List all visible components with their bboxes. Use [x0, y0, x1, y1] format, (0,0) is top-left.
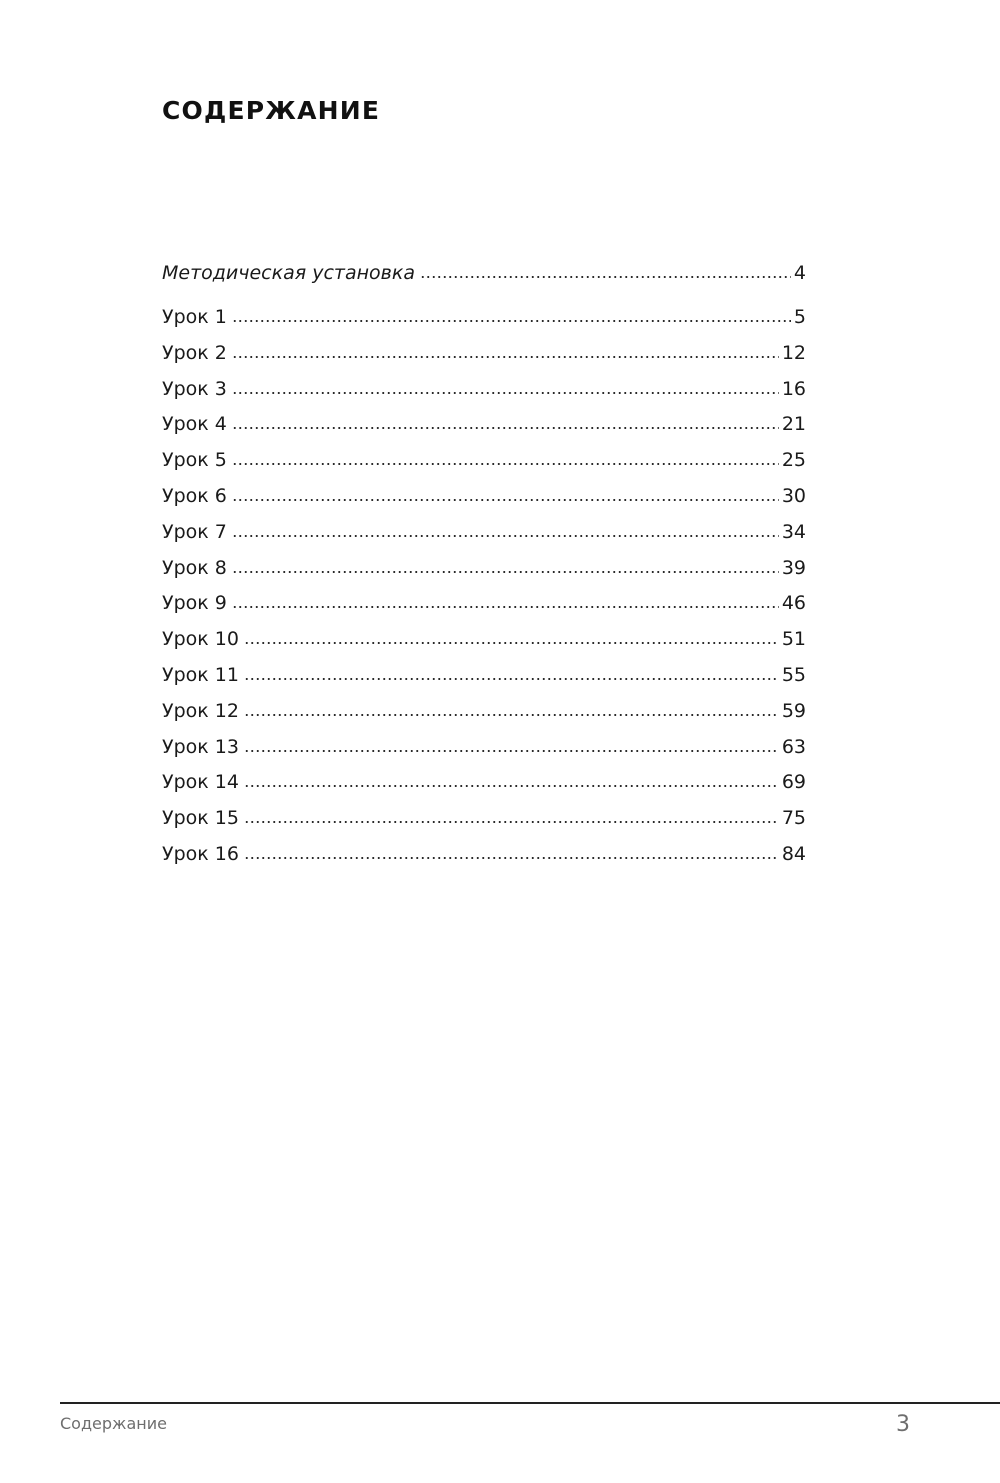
toc-entry-label: Урок 2: [162, 341, 227, 364]
toc-dot-leader: [232, 391, 779, 395]
toc-dot-leader: [232, 462, 779, 466]
toc-dot-leader: [232, 570, 779, 574]
toc-dot-leader: [420, 275, 791, 279]
toc-entry-label: Урок 12: [162, 699, 239, 722]
toc-entry-lesson-2[interactable]: [162, 342, 806, 378]
toc-entry-label: Урок 1: [162, 306, 227, 328]
table-of-contents: [162, 262, 806, 879]
toc-entry-page: 55: [781, 663, 806, 686]
toc-entry-page: 25: [781, 449, 806, 472]
toc-entry-label: Методическая установка: [162, 262, 415, 284]
footer-page-number: 3: [896, 1412, 910, 1437]
toc-entry-lesson-12[interactable]: [162, 700, 806, 736]
toc-dot-leader: [232, 355, 779, 359]
toc-entry-page: 63: [781, 735, 806, 758]
toc-dot-leader: [244, 713, 779, 717]
toc-entry-page: 59: [781, 699, 806, 722]
page-title: СОДЕРЖАНИЕ: [162, 96, 381, 125]
toc-entry-lesson-4[interactable]: [162, 413, 806, 449]
toc-entry-label: Урок 4: [162, 413, 227, 436]
toc-entry-page: 4: [793, 262, 806, 284]
toc-entry-label: Урок 10: [162, 628, 239, 651]
toc-entry-label: Урок 7: [162, 520, 227, 543]
toc-entry-label: Урок 11: [162, 663, 239, 686]
toc-entry-lesson-13[interactable]: [162, 736, 806, 772]
toc-dot-leader: [244, 641, 779, 645]
toc-entry-page: 34: [781, 520, 806, 543]
toc-entry-page: 69: [781, 771, 806, 794]
footer-divider: [60, 1402, 1000, 1404]
toc-entry-methodology[interactable]: [162, 262, 806, 306]
toc-dot-leader: [244, 820, 779, 824]
toc-entry-lesson-5[interactable]: [162, 449, 806, 485]
toc-dot-leader: [244, 749, 779, 753]
toc-entry-page: 30: [781, 484, 806, 507]
toc-entry-lesson-11[interactable]: [162, 664, 806, 700]
toc-entry-lesson-6[interactable]: [162, 485, 806, 521]
toc-entry-label: Урок 15: [162, 807, 239, 830]
toc-entry-page: 51: [781, 628, 806, 651]
toc-dot-leader: [232, 605, 779, 609]
toc-entry-label: Урок 6: [162, 484, 227, 507]
toc-entry-label: Урок 3: [162, 377, 227, 400]
toc-entry-lesson-8[interactable]: [162, 557, 806, 593]
toc-entry-lesson-14[interactable]: [162, 771, 806, 807]
toc-entry-page: 75: [781, 807, 806, 830]
toc-entry-lesson-7[interactable]: [162, 521, 806, 557]
toc-dot-leader: [244, 677, 779, 681]
toc-entry-label: Урок 16: [162, 842, 239, 865]
toc-entry-lesson-3[interactable]: [162, 378, 806, 414]
toc-entry-lesson-9[interactable]: [162, 592, 806, 628]
toc-entry-label: Урок 14: [162, 771, 239, 794]
toc-entry-lesson-1[interactable]: [162, 306, 806, 342]
toc-dot-leader: [232, 426, 779, 430]
toc-entry-label: Урок 8: [162, 556, 227, 579]
toc-entry-lesson-10[interactable]: [162, 628, 806, 664]
toc-dot-leader: [244, 856, 779, 860]
toc-entry-page: 84: [781, 842, 806, 865]
toc-entry-page: 21: [781, 413, 806, 436]
toc-entry-label: Урок 13: [162, 735, 239, 758]
toc-entry-lesson-16[interactable]: [162, 843, 806, 879]
footer-section-label: Содержание: [60, 1414, 167, 1433]
toc-entry-label: Урок 5: [162, 449, 227, 472]
toc-entry-page: 46: [781, 592, 806, 615]
toc-dot-leader: [232, 534, 779, 538]
toc-dot-leader: [232, 498, 779, 502]
toc-dot-leader: [232, 319, 791, 323]
toc-entry-label: Урок 9: [162, 592, 227, 615]
toc-entry-page: 5: [793, 306, 806, 328]
toc-entry-page: 12: [781, 341, 806, 364]
toc-entry-lesson-15[interactable]: [162, 807, 806, 843]
toc-entry-page: 39: [781, 556, 806, 579]
toc-entry-page: 16: [781, 377, 806, 400]
toc-dot-leader: [244, 784, 779, 788]
